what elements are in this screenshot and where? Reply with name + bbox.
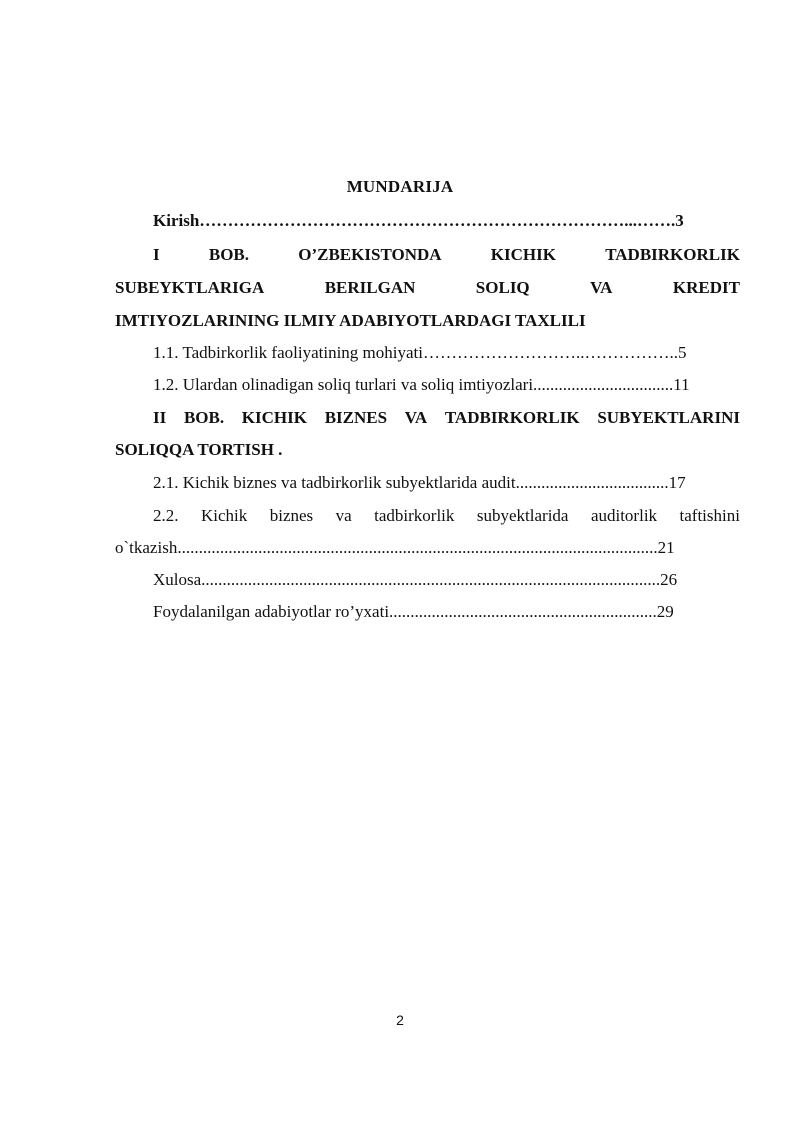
toc-chapter1-line3: IMTIYOZLARINING ILMIY ADABIYOTLARDAGI TAXLILI — [115, 311, 586, 330]
chapter2-word: VA — [404, 408, 428, 427]
chapter1-word: TADBIRKORLIK — [605, 245, 740, 264]
chapter1-word: BERILGAN — [324, 278, 416, 297]
chapter2-word: II — [153, 408, 167, 427]
entry-word: 2.2. — [153, 506, 179, 525]
chapter2-word: KICHIK — [241, 408, 307, 427]
chapter1-word: BOB. — [208, 245, 250, 264]
chapter1-word: KICHIK — [490, 245, 556, 264]
toc-chapter1-line2 — [115, 277, 740, 299]
chapter1-word: VA — [590, 278, 613, 297]
toc-entry-1-1: 1.1. Tadbirkorlik faoliyatining mohiyati………………………..……………..5 — [153, 343, 687, 362]
page-number: 2 — [396, 1012, 404, 1028]
chapter2-word: BOB. — [183, 408, 225, 427]
entry-word: biznes — [269, 506, 314, 525]
toc-chapter1-line1 — [153, 244, 740, 266]
toc-entry-1-2: 1.2. Ulardan olinadigan soliq turlari va soliq imtiyozlari.................................11 — [153, 375, 690, 394]
entry-word: tadbirkorlik — [374, 506, 455, 525]
toc-entry-kirish: Kirish…………………………………………………………………...…….3 — [153, 211, 684, 230]
entry-word: auditorlik — [590, 506, 658, 525]
chapter2-word: BIZNES — [324, 408, 388, 427]
chapter2-word: SUBYEKTLARINI — [597, 408, 740, 427]
entry-word: subyektlarida — [476, 506, 569, 525]
contents-title: MUNDARIJA — [346, 177, 454, 196]
chapter1-word: O’ZBEKISTONDA — [298, 245, 442, 264]
toc-entry-2-2-line2: o`tkazish.................................................................................................................21 — [115, 538, 675, 557]
toc-chapter2-line1 — [153, 407, 740, 429]
chapter1-word: KREDIT — [672, 278, 740, 297]
toc-entry-2-1: 2.1. Kichik biznes va tadbirkorlik subyektlarida audit....................................17 — [153, 473, 686, 492]
toc-entry-adabiyotlar: Foydalanilgan adabiyotlar ro’yxati...............................................................29 — [153, 602, 674, 621]
chapter2-word: TADBIRKORLIK — [444, 408, 580, 427]
entry-word: taftishini — [679, 506, 740, 525]
entry-word: Kichik — [200, 506, 248, 525]
toc-entry-xulosa: Xulosa............................................................................................................26 — [153, 570, 678, 589]
entry-word: va — [335, 506, 352, 525]
chapter1-word: I — [153, 245, 160, 264]
toc-entry-2-2-line1 — [153, 505, 740, 527]
chapter1-word: SOLIQ — [475, 278, 530, 297]
chapter1-word: SUBEYKTLARIGA — [115, 278, 265, 297]
toc-chapter2-line2: SOLIQQA TORTISH . — [115, 440, 283, 459]
